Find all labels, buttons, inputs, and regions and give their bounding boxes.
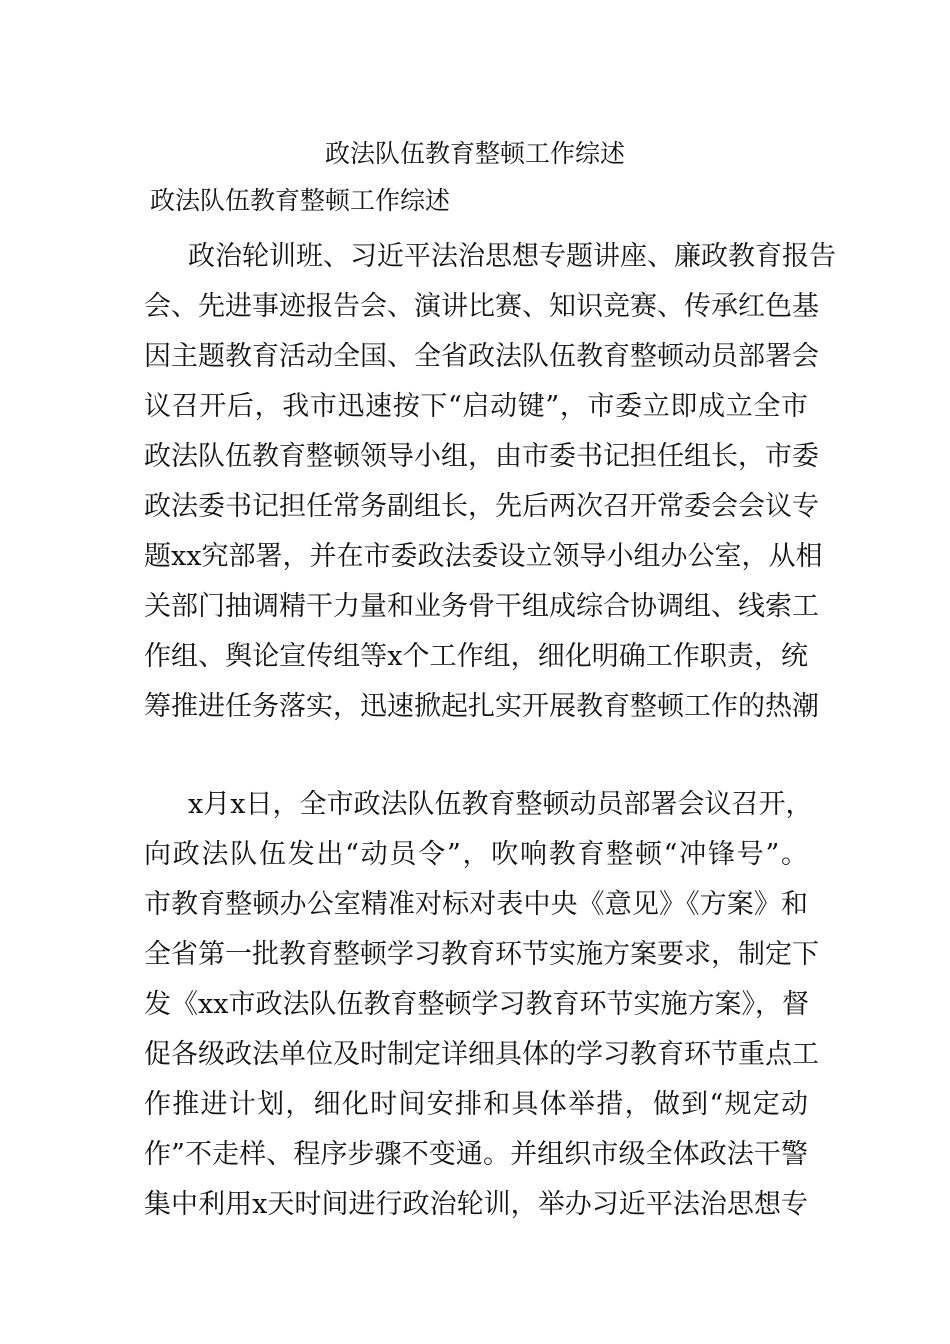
paragraph-line: 市教育整顿办公室精准对标对表中央《意见》《方案》和 <box>144 889 808 920</box>
paragraph-line: 作推进计划，细化时间安排和具体举措，做到“规定动 <box>144 1089 808 1120</box>
paragraph-line: 政法委书记担任常务副组长，先后两次召开常委会会议专 <box>144 491 819 522</box>
paragraph-line: 因主题教育活动全国、全省政法队伍教育整顿动员部署会 <box>144 341 819 372</box>
paragraph-line: x月x日，全市政法队伍教育整顿动员部署会议召开， <box>188 789 813 820</box>
paragraph-line: 议召开后，我市迅速按下“启动键”，市委立即成立全市 <box>144 391 808 422</box>
paragraph-line: 向政法队伍发出“动员令”，吹响教育整顿“冲锋号”。 <box>144 839 808 870</box>
paragraph-1 <box>144 232 836 732</box>
paragraph-line: 作组、舆论宣传组等x个工作组，细化明确工作职责，统 <box>144 641 808 672</box>
paragraph-line: 政法队伍教育整顿领导小组，由市委书记担任组长，市委 <box>144 441 819 472</box>
paragraph-2 <box>144 780 819 1230</box>
paragraph-line: 筹推进任务落实，迅速掀起扎实开展教育整顿工作的热潮 <box>144 691 819 722</box>
paragraph-line: 题xx究部署，并在市委政法委设立领导小组办公室，从相 <box>144 541 823 572</box>
paragraph-line: 集中利用x天时间进行政治轮训，举办习近平法治思想专 <box>144 1189 808 1220</box>
paragraph-line: 关部门抽调精干力量和业务骨干组成综合协调组、线索工 <box>144 591 819 622</box>
paragraph-line: 政治轮训班、习近平法治思想专题讲座、廉政教育报告 <box>188 241 836 272</box>
paragraph-line: 全省第一批教育整顿学习教育环节实施方案要求，制定下 <box>144 939 819 970</box>
paragraph-line: 作”不走样、程序步骤不变通。并组织市级全体政法干警 <box>144 1139 808 1170</box>
document-title: 政法队伍教育整顿工作综述 <box>324 139 625 168</box>
paragraph-line: 会、先进事迹报告会、演讲比赛、知识竞赛、传承红色基 <box>144 291 819 322</box>
paragraph-line: 促各级政法单位及时制定详细具体的学习教育环节重点工 <box>144 1039 819 1070</box>
paragraph-line: 发《xx市政法队伍教育整顿学习教育环节实施方案》，督 <box>144 989 809 1020</box>
document-subtitle: 政法队伍教育整顿工作综述 <box>150 186 451 215</box>
